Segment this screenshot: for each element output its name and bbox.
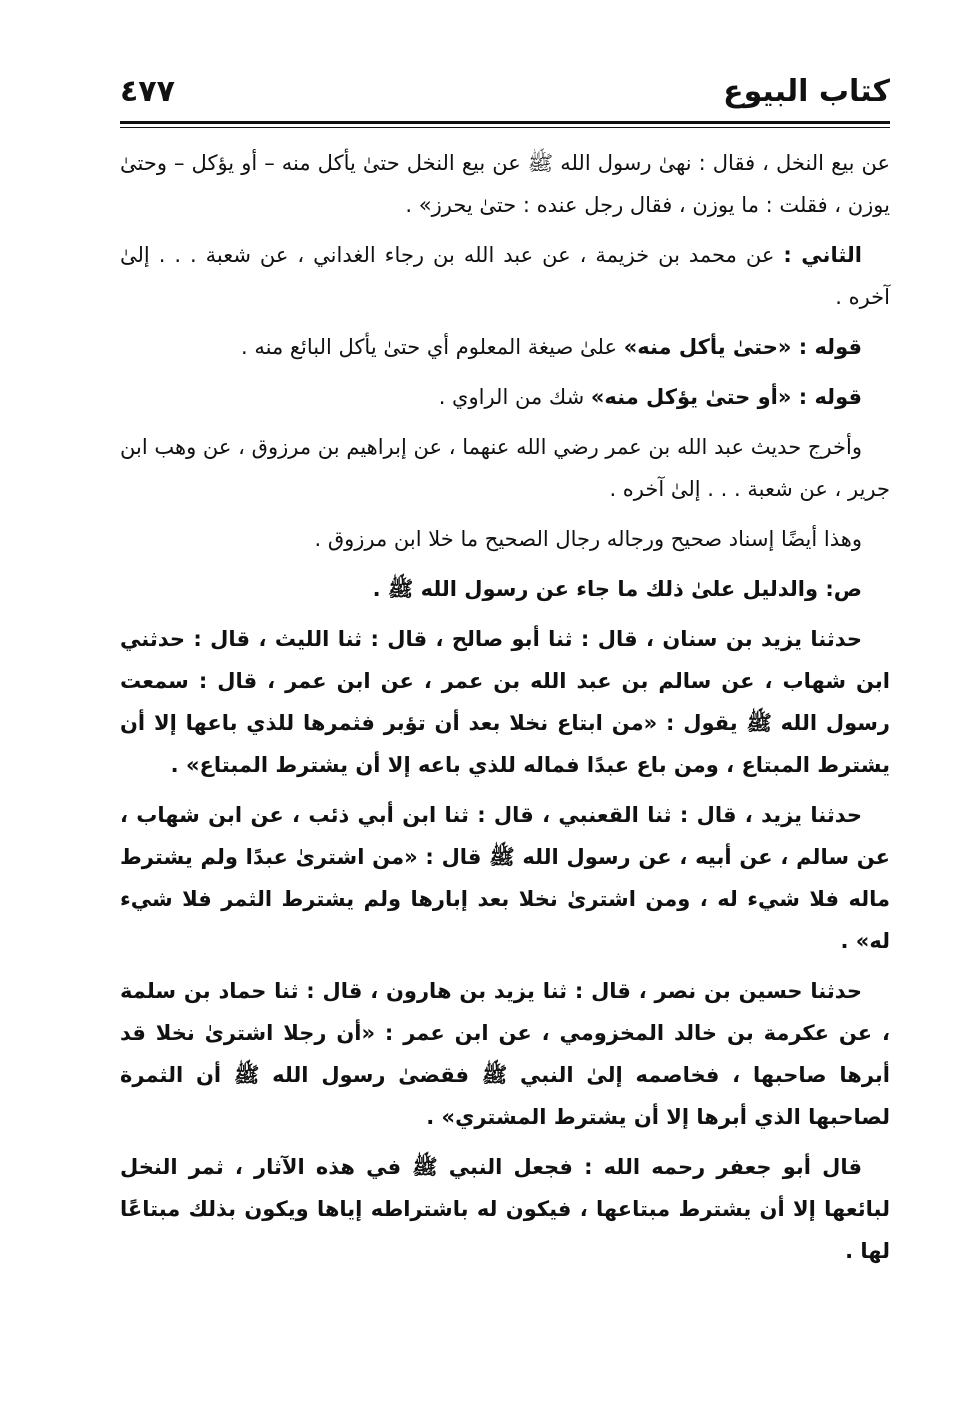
commentary-body: علىٰ صيغة المعلوم أي حتىٰ يأكل البائع منه .	[241, 335, 624, 359]
commentary-body: شك من الراوي .	[438, 385, 591, 409]
paragraph-hadith-3: حدثنا حسين بن نصر ، قال : ثنا يزيد بن هارون ، قال : ثنا حماد بن سلمة ، عن عكرمة بن خالد المخزومي ، عن ابن عمر : «أن رجلا اشترىٰ نخلا قد أبرها صاحبها ، فخاصمه إلىٰ النبي ﷺ فقضىٰ رسول الله ﷺ أن الثمرة لصاحبها الذي أبرها إلا أن يشترط المشتري» .	[120, 979, 890, 1129]
running-title: كتاب البيوع	[723, 74, 890, 109]
paragraph-commentary-2	[120, 376, 890, 418]
header-rule-thick	[120, 121, 890, 124]
paragraph-isnad-note: وهذا أيضًا إسناد صحيح ورجاله رجال الصحيح ما خلا ابن مرزوق .	[314, 527, 862, 551]
paragraph-commentary-1	[120, 326, 890, 368]
paragraph-hadith-1: حدثنا يزيد بن سنان ، قال : ثنا أبو صالح ، قال : ثنا الليث ، قال : حدثني ابن شهاب ، عن سالم بن عبد الله بن عمر ، عن ابن عمر ، قال : سمعت رسول الله ﷺ يقول : «من ابتاع نخلا بعد أن تؤبر فثمرها للذي باعها إلا أن يشترط المبتاع ، ومن باع عبدًا فماله للذي باعه إلا أن يشترط المبتاع» .	[120, 627, 890, 777]
paragraph-body: عن محمد بن خزيمة ، عن عبد الله بن رجاء الغداني ، عن شعبة . . . إلىٰ آخره .	[120, 243, 890, 309]
paragraph-hadith-2: حدثنا يزيد ، قال : ثنا القعنبي ، قال : ثنا ابن أبي ذئب ، عن ابن شهاب ، عن سالم ، عن أبيه ، عن رسول الله ﷺ قال : «من اشترىٰ عبدًا ولم يشترط ماله فلا شيء له ، ومن اشترىٰ نخلا بعد إبارها ولم يشترط الثمر فلا شيء له» .	[120, 803, 890, 953]
page-header	[120, 70, 890, 118]
page-number: ٤٧٧	[120, 74, 175, 109]
header-rule-thin	[120, 127, 890, 128]
commentary-quote: قوله : «أو حتىٰ يؤكل منه»	[590, 385, 862, 409]
paragraph-second-chain	[120, 234, 890, 318]
commentary-quote: قوله : «حتىٰ يأكل منه»	[623, 335, 862, 359]
body-text	[120, 142, 890, 1280]
paragraph-hadith-continuation: عن بيع النخل ، فقال : نهىٰ رسول الله ﷺ عن بيع النخل حتىٰ يأكل منه – أو يؤكل – وحتىٰ يوزن ، فقلت : ما يوزن ، فقال رجل عنده : حتىٰ يحرز» .	[120, 151, 890, 217]
paragraph-abu-jafar: قال أبو جعفر رحمه الله : فجعل النبي ﷺ في هذه الآثار ، ثمر النخل لبائعها إلا أن يشترط مبتاعها ، فيكون له باشتراطه إياها ويكون بذلك مبتاعًا لها .	[120, 1155, 890, 1263]
paragraph-ibn-umar-hadith: وأخرج حديث عبد الله بن عمر رضي الله عنهما ، عن إبراهيم بن مرزوق ، عن وهب ابن جرير ، عن شعبة . . . إلىٰ آخره .	[120, 435, 890, 501]
paragraph-lead: الثاني :	[783, 243, 862, 267]
paragraph-section-heading: ص: والدليل علىٰ ذلك ما جاء عن رسول الله ﷺ .	[372, 577, 862, 601]
